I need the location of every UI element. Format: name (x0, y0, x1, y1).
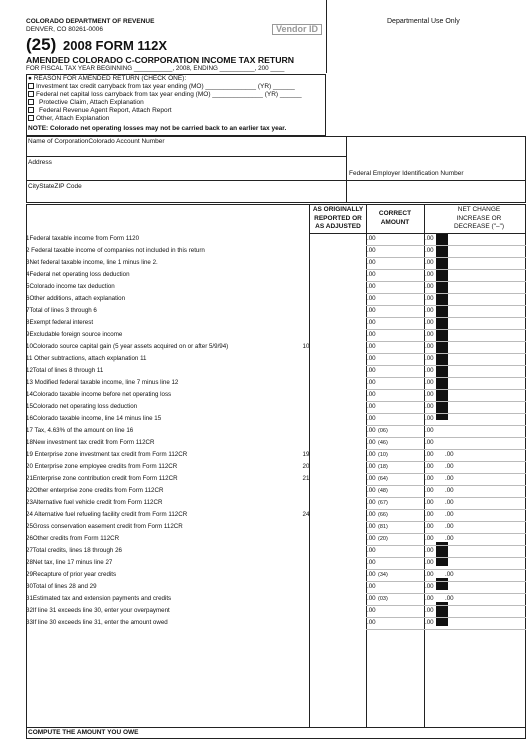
line-ref: 10 (302, 343, 310, 350)
correct-amount-field[interactable]: .00 (425, 343, 434, 350)
correct-amount-field[interactable]: .00 (425, 535, 434, 542)
correct-amount-field[interactable]: .00 (425, 415, 434, 422)
line-label: 20 Enterprise zone employee credits from Form 112CR (26, 463, 178, 470)
original-amount-field[interactable]: .00 (367, 547, 376, 554)
line-item (26, 245, 526, 257)
line-item (26, 233, 526, 245)
line-code: (18) (378, 464, 388, 470)
original-amount-field[interactable]: .00 (367, 439, 376, 446)
correct-amount-field[interactable]: .00 (425, 475, 434, 482)
line-item (26, 353, 526, 365)
corp-name-field[interactable]: Name of CorporationColorado Account Number (28, 138, 165, 145)
correct-amount-field[interactable]: .00 (425, 583, 434, 590)
line-label: 12Total of lines 8 through 11 (26, 367, 104, 374)
dept-name: COLORADO DEPARTMENT OF REVENUE (26, 18, 155, 25)
line-label: 25Gross conservation easement credit from Form 112CR (26, 523, 183, 530)
correct-amount-field[interactable]: .00 (425, 523, 434, 530)
line-label: 5Colorado income tax deduction (26, 283, 115, 290)
line-item (26, 293, 526, 305)
net-change-field[interactable]: .00 (445, 511, 454, 518)
original-amount-field[interactable]: .00 (367, 343, 376, 350)
correct-amount-field[interactable]: .00 (425, 571, 434, 578)
line-label: 24 Alternative fuel refueling facility credit from Form 112CR (26, 511, 188, 518)
line-label: 3Net federal taxable income, line 1 minus line 2. (26, 259, 158, 266)
original-amount-field[interactable]: .00 (367, 331, 376, 338)
original-amount-field[interactable]: .00 (367, 451, 376, 458)
correct-amount-field[interactable]: .00 (425, 367, 434, 374)
line-item (26, 413, 526, 425)
line-item (26, 581, 526, 593)
reason-option-1[interactable]: Investment tax credit carryback from tax year ending (MO) ______________ (YR) ______ (28, 83, 295, 90)
checkbox[interactable] (28, 115, 34, 121)
line-item (26, 569, 526, 581)
original-amount-field[interactable]: .00 (367, 463, 376, 470)
net-change-field[interactable]: .00 (445, 535, 454, 542)
line-label: 21Enterprise zone contribution credit from Form 112CR (26, 475, 178, 482)
row-line (366, 629, 526, 630)
original-amount-field[interactable]: .00 (367, 307, 376, 314)
correct-amount-field[interactable]: .00 (425, 307, 434, 314)
line-label: 15Colorado net operating loss deduction (26, 403, 138, 410)
correct-amount-field[interactable]: .00 (425, 391, 434, 398)
line-item (26, 449, 526, 461)
correct-amount-field[interactable]: .00 (425, 487, 434, 494)
checkbox[interactable] (28, 107, 34, 113)
line-code: (66) (378, 512, 388, 518)
line-label: 17 Tax, 4.63% of the amount on line 16 (26, 427, 134, 434)
dept-use-label: Departmental Use Only (387, 18, 460, 25)
line-item (26, 317, 526, 329)
original-amount-field[interactable]: .00 (367, 403, 376, 410)
dept-address: DENVER, CO 80261-0006 (26, 26, 103, 33)
original-amount-field[interactable]: .00 (367, 379, 376, 386)
line-label: 7Total of lines 3 through 6 (26, 307, 97, 314)
reason-option-5[interactable]: Other, Attach Explanation (28, 115, 109, 122)
original-amount-field[interactable]: .00 (367, 499, 376, 506)
correct-amount-field[interactable]: .00 (425, 499, 434, 506)
correct-amount-field[interactable]: .00 (425, 595, 434, 602)
net-change-field[interactable]: .00 (445, 499, 454, 506)
line-label: 6Other additions, attach explanation (26, 295, 126, 302)
line-item (26, 377, 526, 389)
checkbox[interactable] (28, 99, 34, 105)
line-ref: 20 (302, 463, 310, 470)
net-change-field[interactable]: .00 (445, 487, 454, 494)
net-change-field[interactable]: .00 (445, 523, 454, 530)
original-amount-field[interactable]: .00 (367, 487, 376, 494)
line-label: 8Exempt federal interest (26, 319, 94, 326)
line-item (26, 329, 526, 341)
line-code: (06) (378, 428, 388, 434)
line-code: (64) (378, 476, 388, 482)
original-amount-field[interactable]: .00 (367, 619, 376, 626)
original-amount-field[interactable]: .00 (367, 607, 376, 614)
line-item (26, 473, 526, 485)
line-label: 28Net tax, line 17 minus line 27 (26, 559, 113, 566)
line-label: 23Alternative fuel vehicle credit from Form 112CR (26, 499, 163, 506)
line-code: (46) (378, 440, 388, 446)
original-amount-field[interactable]: .00 (367, 523, 376, 530)
line-ref: 21 (302, 475, 310, 482)
original-amount-field[interactable]: .00 (367, 535, 376, 542)
correct-amount-field[interactable]: .00 (425, 247, 434, 254)
net-change-field[interactable]: .00 (445, 475, 454, 482)
line-item (26, 341, 526, 353)
line-item (26, 437, 526, 449)
city-state-zip-field[interactable]: CityStateZIP Code (28, 183, 82, 190)
line-item (26, 605, 526, 617)
line-label: 22Other enterprise zone credits from Form 112CR (26, 487, 164, 494)
col-header-net-change: NET CHANGE INCREASE OR DECREASE ("–") (453, 206, 505, 230)
original-amount-field[interactable]: .00 (367, 559, 376, 566)
line-item (26, 401, 526, 413)
nol-note: NOTE: Colorado net operating losses may not be carried back to an earlier tax year. (28, 125, 287, 132)
correct-amount-field[interactable]: .00 (425, 619, 434, 626)
original-amount-field[interactable]: .00 (367, 259, 376, 266)
original-amount-field[interactable]: .00 (367, 475, 376, 482)
line-item (26, 509, 526, 521)
correct-amount-field[interactable]: .00 (425, 379, 434, 386)
form-subtitle: AMENDED COLORADO C-CORPORATION INCOME TAX RETURN (26, 55, 295, 65)
reason-heading: ● REASON FOR AMENDED RETURN (CHECK ONE): (28, 75, 187, 82)
correct-amount-field[interactable]: .00 (425, 427, 434, 434)
address-field[interactable]: Address (28, 159, 52, 166)
net-change-field[interactable]: .00 (445, 571, 454, 578)
correct-amount-field[interactable]: .00 (425, 295, 434, 302)
line-label: 1Federal taxable income from Form 1120 (26, 235, 140, 242)
line-code: (10) (378, 452, 388, 458)
line-code: (67) (378, 500, 388, 506)
line-label: 10Colorado source capital gain (5 year assets acquired on or after 5/9/94) (26, 343, 229, 350)
correct-amount-field[interactable]: .00 (425, 511, 434, 518)
form-title: 2008 FORM 112X (63, 38, 168, 53)
line-item (26, 497, 526, 509)
line-label: 11 Other subtractions, attach explanation 11 (26, 355, 147, 362)
footer-line (26, 727, 526, 728)
correct-amount-field[interactable]: .00 (425, 463, 434, 470)
line-code: (03) (378, 596, 388, 602)
line-label: 13 Modified federal taxable income, line 7 minus line 12 (26, 379, 179, 386)
correct-amount-field[interactable]: .00 (425, 547, 434, 554)
form-number: (25) (26, 35, 57, 54)
correct-amount-field[interactable]: .00 (425, 283, 434, 290)
vendor-id-box[interactable]: Vendor ID (272, 24, 322, 35)
checkbox[interactable] (28, 91, 34, 97)
line-label: 2 Federal taxable income of companies not included in this return (26, 247, 205, 254)
original-amount-field[interactable]: .00 (367, 583, 376, 590)
header-divider (326, 0, 327, 73)
line-label: 4Federal net operating loss deduction (26, 271, 130, 278)
line-item (26, 305, 526, 317)
original-amount-field[interactable]: .00 (367, 355, 376, 362)
reason-option-4[interactable]: Federal Revenue Agent Report, Attach Report (28, 107, 172, 114)
correct-amount-field[interactable]: .00 (425, 559, 434, 566)
original-amount-field[interactable]: .00 (367, 595, 376, 602)
line-label: 9Excludable foreign source income (26, 331, 123, 338)
net-change-field[interactable]: .00 (445, 595, 454, 602)
original-amount-field[interactable]: .00 (367, 295, 376, 302)
line-item (26, 521, 526, 533)
correct-amount-field[interactable]: .00 (425, 331, 434, 338)
original-amount-field[interactable]: .00 (367, 283, 376, 290)
info-row-line (26, 156, 346, 157)
footer-instruction: COMPUTE THE AMOUNT YOU OWE (28, 729, 139, 736)
reason-option-3[interactable]: Protective Claim, Attach Explanation (28, 99, 144, 106)
line-item (26, 269, 526, 281)
correct-amount-field[interactable]: .00 (425, 271, 434, 278)
net-change-field[interactable]: .00 (445, 463, 454, 470)
line-code: (81) (378, 524, 388, 530)
correct-amount-field[interactable]: .00 (425, 451, 434, 458)
correct-amount-field[interactable]: .00 (425, 403, 434, 410)
line-label: 14Colorado taxable income before net operating loss (26, 391, 172, 398)
net-change-field[interactable]: .00 (445, 451, 454, 458)
line-label: 31Estimated tax and extension payments and credits (26, 595, 172, 602)
line-label: 18New investment tax credit from Form 112CR (26, 439, 155, 446)
line-item (26, 533, 526, 545)
line-label: 19 Enterprise zone investment tax credit from Form 112CR (26, 451, 188, 458)
line-ref: 19 (302, 451, 310, 458)
line-item (26, 545, 526, 557)
original-amount-field[interactable]: .00 (367, 391, 376, 398)
correct-amount-field[interactable]: .00 (425, 319, 434, 326)
line-label: 30Total of lines 28 and 29 (26, 583, 97, 590)
original-amount-field[interactable]: .00 (367, 271, 376, 278)
col-header-correct: CORRECT AMOUNT (378, 210, 412, 226)
info-row-line (26, 180, 526, 181)
original-amount-field[interactable]: .00 (367, 235, 376, 242)
line-label: 27Total credits, lines 18 through 26 (26, 547, 122, 554)
line-item (26, 281, 526, 293)
correct-amount-field[interactable]: .00 (425, 259, 434, 266)
line-item (26, 593, 526, 605)
correct-amount-field[interactable]: .00 (425, 439, 434, 446)
col-header-original: AS ORIGINALLY REPORTED OR AS ADJUSTED (312, 206, 364, 230)
line-item (26, 389, 526, 401)
line-item (26, 485, 526, 497)
line-code: (34) (378, 572, 388, 578)
line-label: 29Recapture of prior year credits (26, 571, 117, 578)
line-item (26, 461, 526, 473)
correct-amount-field[interactable]: .00 (425, 607, 434, 614)
line-label: 16Colorado taxable income, line 14 minus line 15 (26, 415, 162, 422)
line-item (26, 617, 526, 629)
original-amount-field[interactable]: .00 (367, 415, 376, 422)
original-amount-field[interactable]: .00 (367, 367, 376, 374)
original-amount-field[interactable]: .00 (367, 247, 376, 254)
original-amount-field[interactable]: .00 (367, 319, 376, 326)
line-label: 33If line 30 exceeds line 31, enter the amount owed (26, 619, 168, 626)
line-item (26, 557, 526, 569)
original-amount-field[interactable]: .00 (367, 571, 376, 578)
line-ref: 24 (302, 511, 310, 518)
line-item (26, 257, 526, 269)
line-item (26, 425, 526, 437)
fein-field[interactable]: Federal Employer Identification Number (349, 170, 464, 177)
checkbox[interactable] (28, 83, 34, 89)
fiscal-year-line[interactable]: FOR FISCAL TAX YEAR BEGINNING ___________, 2008, ENDING __________, 200 ____ (26, 65, 285, 72)
line-label: 32If line 31 exceeds line 30, enter your overpayment (26, 607, 170, 614)
original-amount-field[interactable]: .00 (367, 427, 376, 434)
original-amount-field[interactable]: .00 (367, 511, 376, 518)
line-item (26, 365, 526, 377)
correct-amount-field[interactable]: .00 (425, 355, 434, 362)
correct-amount-field[interactable]: .00 (425, 235, 434, 242)
line-label: 26Other credits from Form 112CR (26, 535, 120, 542)
reason-option-2[interactable]: Federal net capital loss carryback from tax year ending (MO) ______________ (YR) ______ (28, 91, 302, 98)
line-code: (20) (378, 536, 388, 542)
line-code: (48) (378, 488, 388, 494)
info-divider (346, 136, 347, 203)
